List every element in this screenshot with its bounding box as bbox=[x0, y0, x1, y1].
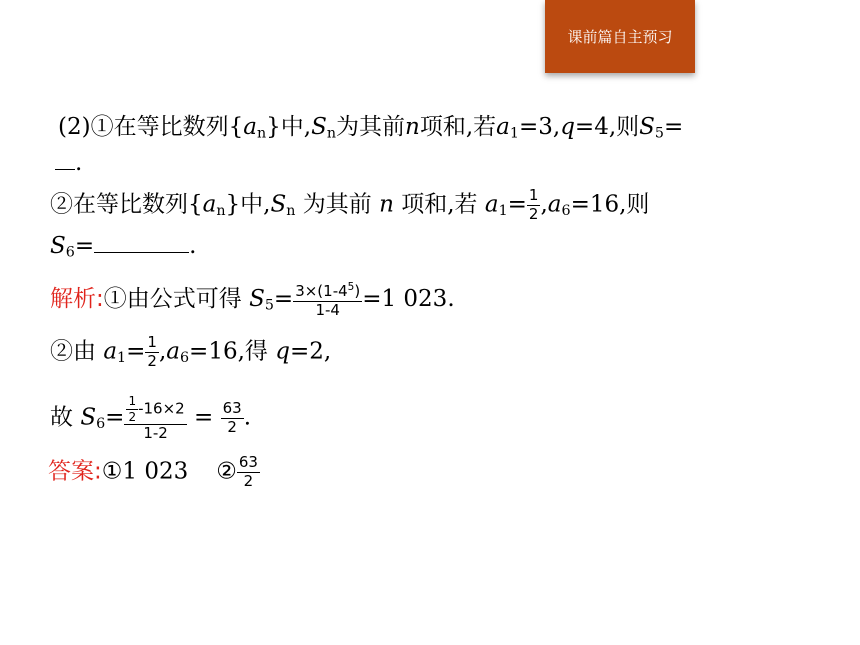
fraction-s6: $\frac{1}{2}$ -16×2 1-2 bbox=[124, 395, 186, 442]
section-tab[interactable] bbox=[545, 0, 695, 73]
answer-blank-1: . bbox=[55, 152, 82, 175]
section-tab-label: 课前篇自主预习 bbox=[567, 28, 673, 46]
problem-part1: (2)①在等比数列{an}中,Sn为其前n项和,若a1=3,q=4,则S5= bbox=[58, 114, 684, 142]
blank-line bbox=[94, 252, 189, 253]
fraction-s5: $\frac{3\times(1-4^5)}{1-4}$ bbox=[295, 281, 361, 319]
fraction-one-half: $\frac{1}{2}$ bbox=[528, 186, 539, 223]
problem-part2: ②在等比数列{an}中,Sn 为其前 n 项和,若 a1= $\frac{1}{2}$ ,a6=16,则 bbox=[50, 186, 650, 223]
blank-line bbox=[55, 169, 75, 170]
problem-part2-cont: S6= . bbox=[50, 233, 197, 261]
solution-label: 解析: bbox=[50, 286, 104, 313]
fraction-inner-half: $\frac{1}{2}$ bbox=[128, 394, 137, 424]
fraction-one-half: $\frac{1}{2}$ bbox=[147, 333, 157, 370]
answer-line: 答案:①1 023 ② $\frac{63}{2}$ bbox=[48, 453, 258, 490]
fraction-answer: $\frac{63}{2}$ bbox=[238, 453, 258, 490]
solution-step2: ②由 a1= $\frac{1}{2}$ ,a6=16,得 q=2, bbox=[50, 333, 332, 370]
fraction-result: $\frac{63}{2}$ bbox=[222, 399, 242, 436]
solution-step3: 故 S6= $\frac{1}{2}$ -16×2 1-2 = $\frac{63}{2}$ . bbox=[50, 394, 252, 443]
answer-label: 答案: bbox=[48, 458, 102, 485]
solution-step1: 解析:①由公式可得 S5= $\frac{3\times(1-4^5)}{1-4}$ =1 023. bbox=[50, 281, 455, 319]
